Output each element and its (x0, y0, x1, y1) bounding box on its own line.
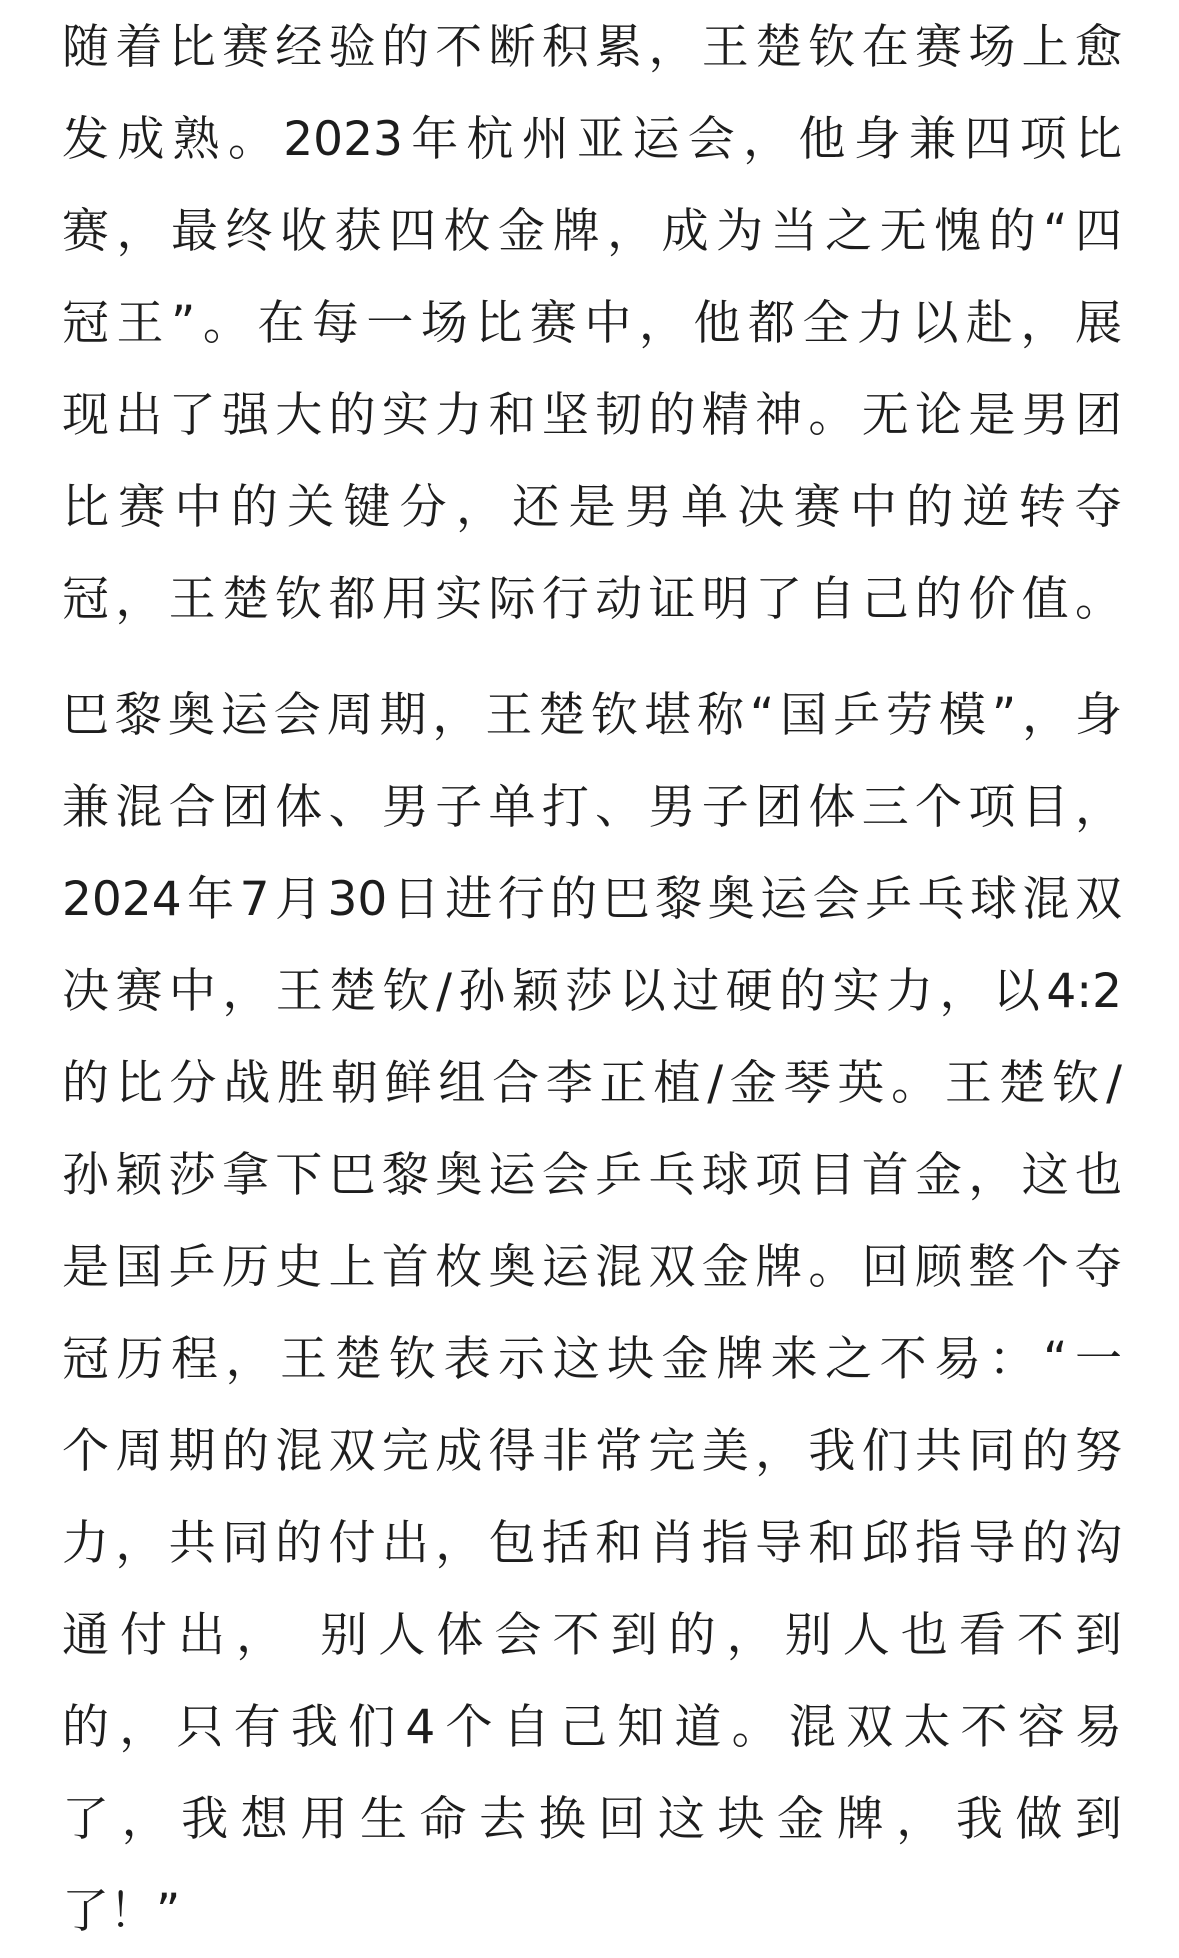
text-line: 冠王”。在每一场比赛中，他都全力以赴，展 (62, 296, 1122, 351)
text-line: 个周期的混双完成得非常完美，我们共同的努 (62, 1424, 1122, 1479)
text-line: 发成熟。2023年杭州亚运会，他身兼四项比 (62, 112, 1122, 167)
text-line: 孙颖莎拿下巴黎奥运会乒乓球项目首金，这也 (62, 1148, 1122, 1203)
article-body (62, 0, 1122, 1958)
text-line: 赛，最终收获四枚金牌，成为当之无愧的“四 (62, 204, 1122, 259)
paragraph-2 (62, 670, 1122, 1958)
text-line: 了，我想用生命去换回这块金牌，我做到 (62, 1792, 1122, 1847)
text-line: 的比分战胜朝鲜组合李正植/金琴英。王楚钦/ (62, 1056, 1122, 1111)
text-line: 比赛中的关键分，还是男单决赛中的逆转夺 (62, 480, 1122, 535)
text-line: 兼混合团体、男子单打、男子团体三个项目， (62, 780, 1122, 835)
paragraph-1 (62, 0, 1122, 646)
text-line: 决赛中，王楚钦/孙颖莎以过硬的实力，以4:2 (62, 964, 1122, 1019)
text-line: 巴黎奥运会周期，王楚钦堪称“国乒劳模”，身 (62, 688, 1122, 743)
text-line: 冠，王楚钦都用实际行动证明了自己的价值。 (62, 572, 1122, 627)
text-line: 是国乒历史上首枚奥运混双金牌。回顾整个夺 (62, 1240, 1122, 1295)
text-line: 随着比赛经验的不断积累，王楚钦在赛场上愈 (62, 20, 1122, 75)
paragraph-spacer (62, 646, 1122, 670)
text-line: 现出了强大的实力和坚韧的精神。无论是男团 (62, 388, 1122, 443)
text-line: 的，只有我们4个自己知道。混双太不容易 (62, 1700, 1122, 1755)
text-line: 冠历程，王楚钦表示这块金牌来之不易：“一 (62, 1332, 1122, 1387)
text-line: 了！” (62, 1884, 181, 1939)
text-line: 通付出， 别人体会不到的，别人也看不到 (62, 1608, 1122, 1663)
text-line: 2024年7月30日进行的巴黎奥运会乒乓球混双 (62, 872, 1122, 927)
text-line: 力，共同的付出，包括和肖指导和邱指导的沟 (62, 1516, 1122, 1571)
